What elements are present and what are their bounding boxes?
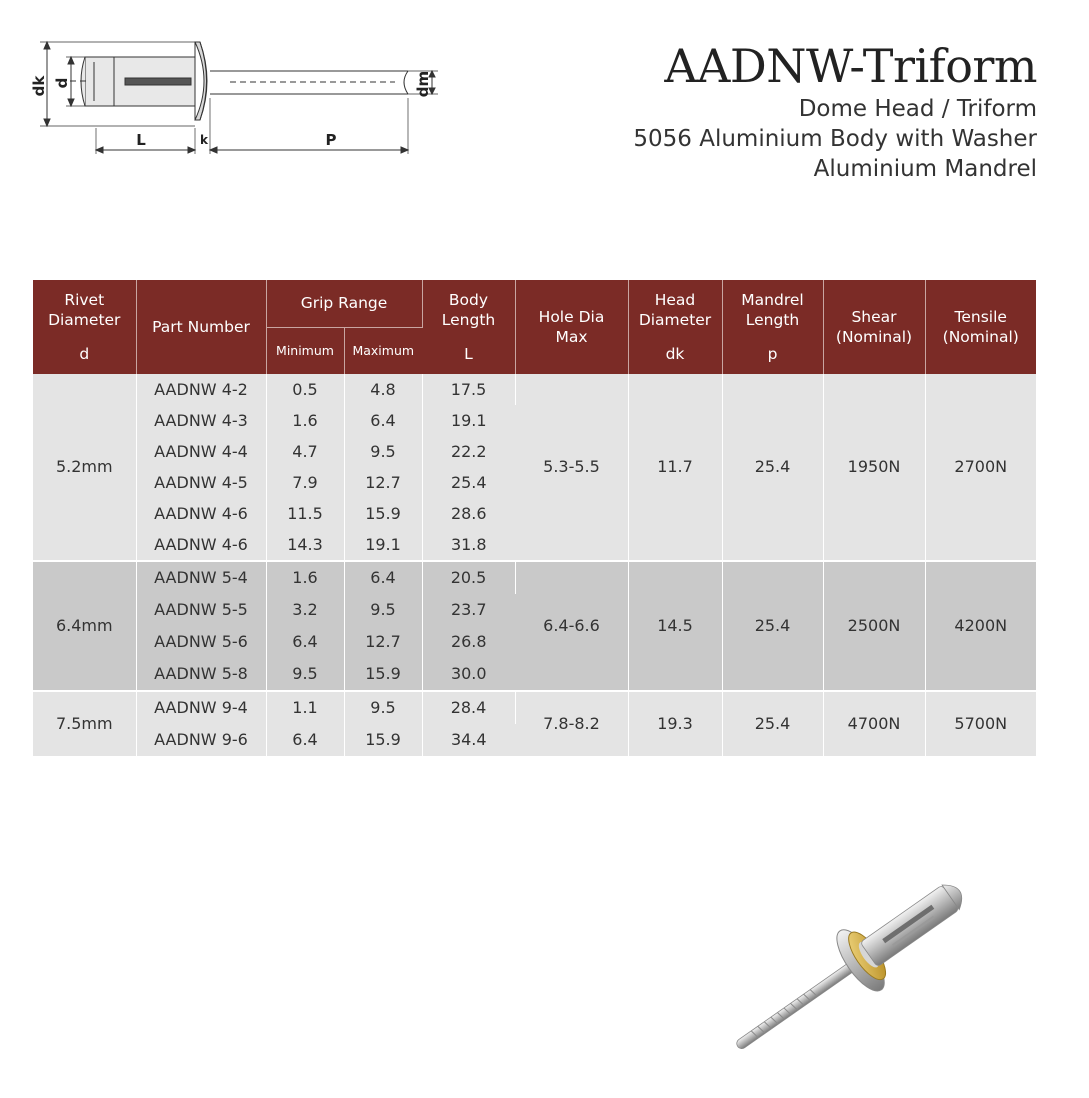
cell-max: 9.5 bbox=[344, 594, 422, 626]
rivet-product-image bbox=[712, 880, 997, 1050]
L-label: L bbox=[136, 131, 146, 149]
cell-max: 4.8 bbox=[344, 374, 422, 405]
cell-length: 28.4 bbox=[422, 691, 515, 724]
cell-max: 12.7 bbox=[344, 467, 422, 498]
title-block bbox=[633, 38, 1037, 184]
cell-min: 9.5 bbox=[266, 658, 344, 691]
subtitle-line-1: Dome Head / Triform bbox=[798, 96, 1037, 122]
header-part-number: Part Number bbox=[136, 280, 266, 374]
header-shear: Shear (Nominal) bbox=[823, 280, 925, 374]
cell-length: 28.6 bbox=[422, 498, 515, 529]
table-row bbox=[33, 561, 1036, 594]
cell-part: AADNW 9-4 bbox=[136, 691, 266, 724]
cell-length: 17.5 bbox=[422, 374, 515, 405]
cell-part: AADNW 5-5 bbox=[136, 594, 266, 626]
header-head-diameter: Head Diameter dk bbox=[628, 280, 722, 374]
cell-hole: 6.4-6.6 bbox=[515, 561, 628, 691]
dk-label: dk bbox=[30, 75, 48, 97]
cell-max: 12.7 bbox=[344, 626, 422, 658]
cell-part: AADNW 4-2 bbox=[136, 374, 266, 405]
cell-mandrel: 25.4 bbox=[722, 561, 823, 691]
header-mandrel-length: Mandrel Length p bbox=[722, 280, 823, 374]
cell-length: 20.5 bbox=[422, 561, 515, 594]
cell-min: 14.3 bbox=[266, 529, 344, 561]
product-title: AADNW-Triform bbox=[664, 39, 1037, 93]
table-row bbox=[33, 374, 1036, 405]
cell-max: 15.9 bbox=[344, 658, 422, 691]
cell-min: 6.4 bbox=[266, 724, 344, 756]
cell-max: 9.5 bbox=[344, 436, 422, 467]
d-label: d bbox=[53, 77, 71, 89]
cell-max: 15.9 bbox=[344, 724, 422, 756]
cell-part: AADNW 4-6 bbox=[136, 529, 266, 561]
cell-min: 6.4 bbox=[266, 626, 344, 658]
rivet-dimension-diagram bbox=[30, 38, 450, 158]
cell-max: 15.9 bbox=[344, 498, 422, 529]
cell-hole: 5.3-5.5 bbox=[515, 374, 628, 561]
cell-part: AADNW 5-8 bbox=[136, 658, 266, 691]
cell-length: 25.4 bbox=[422, 467, 515, 498]
header-grip-max: Maximum bbox=[344, 327, 422, 374]
cell-length: 23.7 bbox=[422, 594, 515, 626]
cell-min: 1.6 bbox=[266, 405, 344, 436]
cell-min: 4.7 bbox=[266, 436, 344, 467]
cell-max: 6.4 bbox=[344, 405, 422, 436]
cell-mandrel: 25.4 bbox=[722, 691, 823, 756]
cell-length: 30.0 bbox=[422, 658, 515, 691]
cell-diameter: 6.4mm bbox=[33, 561, 136, 691]
cell-part: AADNW 4-5 bbox=[136, 467, 266, 498]
cell-tensile: 2700N bbox=[925, 374, 1036, 561]
cell-diameter: 7.5mm bbox=[33, 691, 136, 756]
cell-shear: 2500N bbox=[823, 561, 925, 691]
cell-length: 34.4 bbox=[422, 724, 515, 756]
cell-tensile: 4200N bbox=[925, 561, 1036, 691]
spec-table bbox=[33, 280, 1036, 756]
cell-min: 3.2 bbox=[266, 594, 344, 626]
subtitle-line-3: Aluminium Mandrel bbox=[813, 156, 1037, 182]
cell-max: 9.5 bbox=[344, 691, 422, 724]
header-body-length: Body Length L bbox=[422, 280, 515, 374]
cell-part: AADNW 5-6 bbox=[136, 626, 266, 658]
k-label: k bbox=[200, 133, 208, 147]
cell-head: 19.3 bbox=[628, 691, 722, 756]
header-grip-min: Minimum bbox=[266, 327, 344, 374]
cell-part: AADNW 5-4 bbox=[136, 561, 266, 594]
cell-length: 26.8 bbox=[422, 626, 515, 658]
header-tensile: Tensile (Nominal) bbox=[925, 280, 1036, 374]
cell-head: 11.7 bbox=[628, 374, 722, 561]
table-row bbox=[33, 691, 1036, 724]
cell-part: AADNW 4-3 bbox=[136, 405, 266, 436]
cell-part: AADNW 4-6 bbox=[136, 498, 266, 529]
cell-min: 1.1 bbox=[266, 691, 344, 724]
cell-length: 22.2 bbox=[422, 436, 515, 467]
header-grip-range: Grip Range bbox=[266, 280, 422, 327]
cell-length: 31.8 bbox=[422, 529, 515, 561]
cell-mandrel: 25.4 bbox=[722, 374, 823, 561]
cell-head: 14.5 bbox=[628, 561, 722, 691]
cell-max: 19.1 bbox=[344, 529, 422, 561]
cell-max: 6.4 bbox=[344, 561, 422, 594]
cell-min: 0.5 bbox=[266, 374, 344, 405]
subtitle-line-2: 5056 Aluminium Body with Washer bbox=[633, 126, 1037, 152]
cell-diameter: 5.2mm bbox=[33, 374, 136, 561]
header-hole-dia: Hole Dia Max bbox=[515, 280, 628, 374]
cell-hole: 7.8-8.2 bbox=[515, 691, 628, 756]
cell-part: AADNW 9-6 bbox=[136, 724, 266, 756]
cell-tensile: 5700N bbox=[925, 691, 1036, 756]
header-rivet-diameter: Rivet Diameter d bbox=[33, 280, 136, 374]
P-label: P bbox=[325, 131, 337, 149]
cell-part: AADNW 4-4 bbox=[136, 436, 266, 467]
cell-length: 19.1 bbox=[422, 405, 515, 436]
cell-shear: 4700N bbox=[823, 691, 925, 756]
cell-shear: 1950N bbox=[823, 374, 925, 561]
cell-min: 7.9 bbox=[266, 467, 344, 498]
cell-min: 1.6 bbox=[266, 561, 344, 594]
dm-label: dm bbox=[414, 70, 432, 98]
cell-min: 11.5 bbox=[266, 498, 344, 529]
